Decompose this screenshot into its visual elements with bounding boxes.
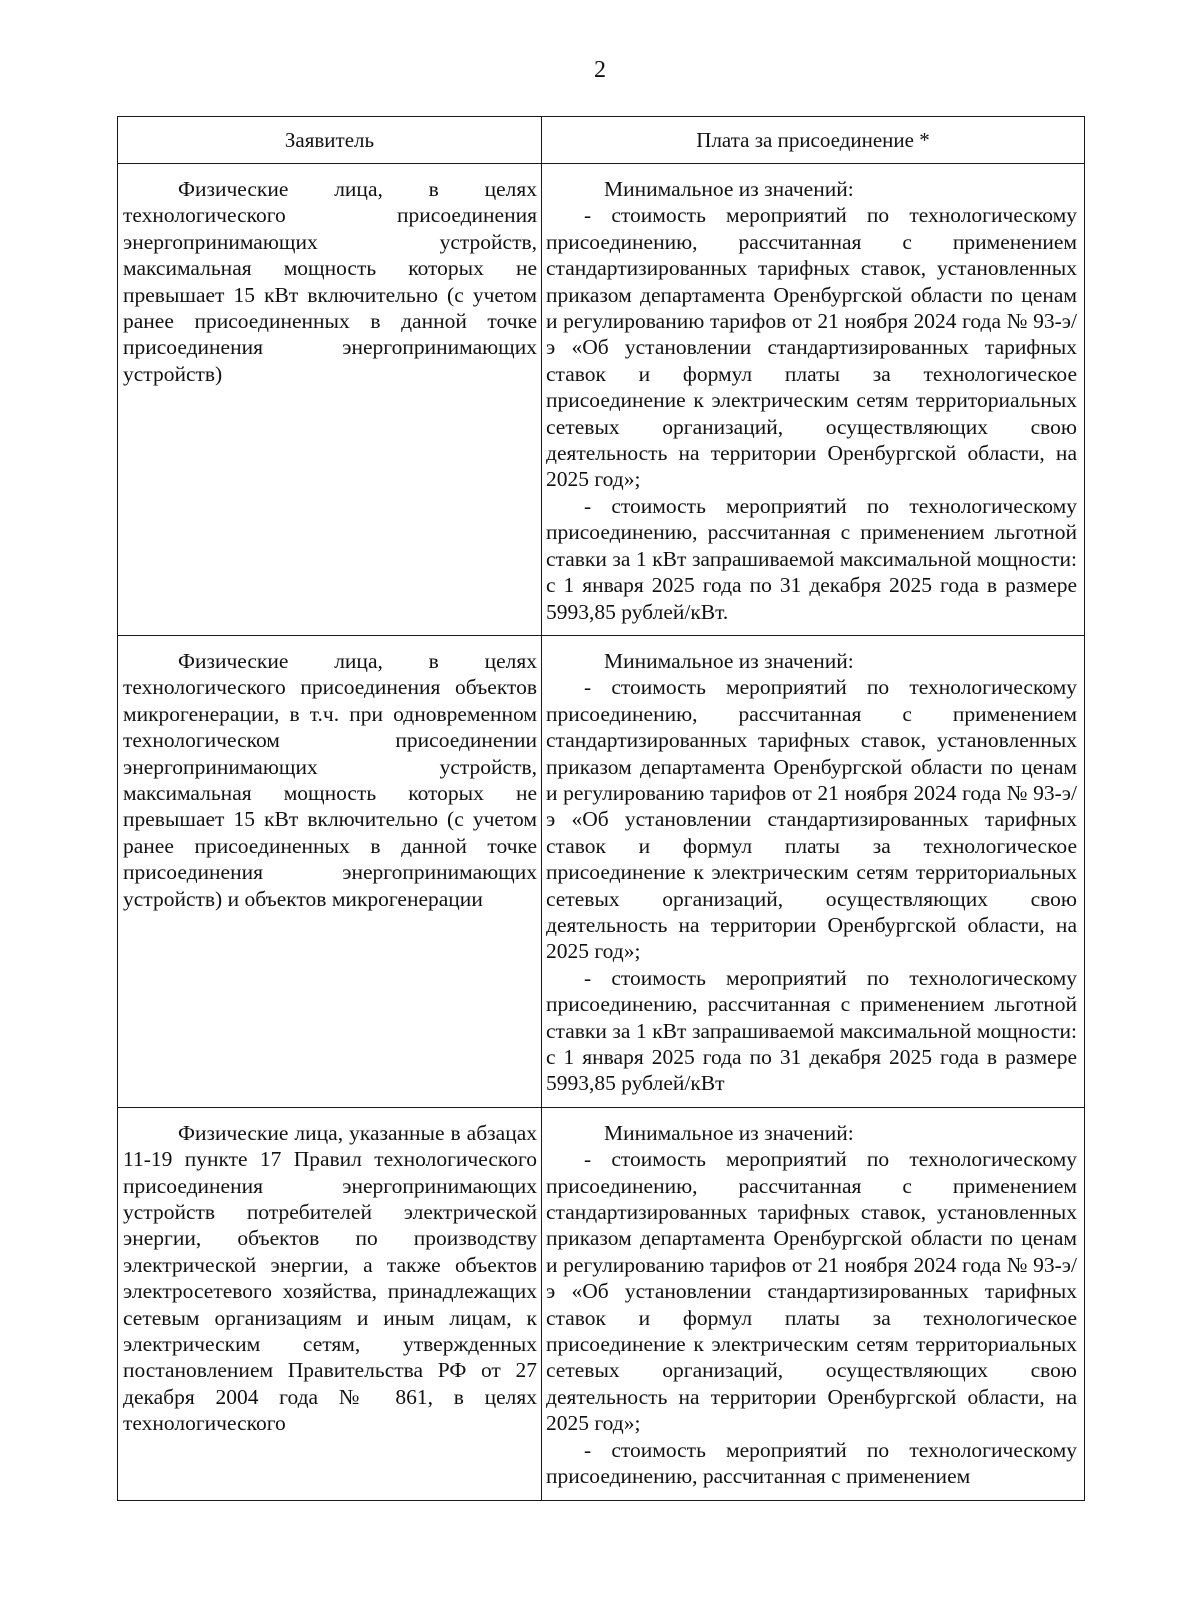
page-number: 2: [594, 57, 606, 83]
table-row: [118, 635, 1085, 1107]
tariff-table: [117, 116, 1085, 1501]
fee-item: - стоимость мероприятий по технологическому присоединению, рассчитанная с применением стандартизированных тарифных ставок, установленных приказом департамента Оренбургской области по ценам и регулированию тарифов от 21 ноября 2024 года № 93-э/э «Об установлении стандартизированных тарифных ставок и формул платы за технологическое присоединение к электрическим сетям территориальных сетевых организаций, осуществляющих свою деятельность на территории Оренбургской области, на 2025 год»;: [546, 1147, 1077, 1436]
fee-item: - стоимость мероприятий по технологическому присоединению, рассчитанная с применением льготной ставки за 1 кВт запрашиваемой максимальной мощности: с 1 января 2025 года по 31 декабря 2025 года в размере 5993,85 рублей/кВт: [546, 965, 1077, 1096]
fee-lead-text: Минимальное из значений:: [604, 177, 854, 201]
fee-cell: [542, 1107, 1085, 1500]
applicant-text: Физические лица, в целях технологического присоединения энергопринимающих устройств, максимальная мощность которых не превышает 15 кВт включительно (с учетом ранее присоединенных в данной точке присоединения энергопринимающих устройств): [123, 177, 537, 386]
table-row: [118, 164, 1085, 636]
applicant-cell: [118, 1107, 542, 1500]
fee-cell: [542, 635, 1085, 1107]
fee-item: - стоимость мероприятий по технологическому присоединению, рассчитанная с применением стандартизированных тарифных ставок, установленных приказом департамента Оренбургской области по ценам и регулированию тарифов от 21 ноября 2024 года № 93-э/э «Об установлении стандартизированных тарифных ставок и формул платы за технологическое присоединение к электрическим сетям территориальных сетевых организаций, осуществляющих свою деятельность на территории Оренбургской области, на 2025 год»;: [546, 675, 1077, 964]
header-fee: Плата за присоединение *: [542, 117, 1085, 164]
fee-item: - стоимость мероприятий по технологическому присоединению, рассчитанная с применением льготной ставки за 1 кВт запрашиваемой максимальной мощности: с 1 января 2025 года по 31 декабря 2025 года в размере 5993,85 рублей/кВт.: [546, 493, 1077, 624]
table-header-row: [118, 117, 1085, 164]
applicant-cell: [118, 635, 542, 1107]
fee-item: - стоимость мероприятий по технологическому присоединению, рассчитанная с применением стандартизированных тарифных ставок, установленных приказом департамента Оренбургской области по ценам и регулированию тарифов от 21 ноября 2024 года № 93-э/э «Об установлении стандартизированных тарифных ставок и формул платы за технологическое присоединение к электрическим сетям территориальных сетевых организаций, осуществляющих свою деятельность на территории Оренбургской области, на 2025 год»;: [546, 203, 1077, 492]
fee-lead-text: Минимальное из значений:: [604, 648, 854, 673]
header-applicant: Заявитель: [118, 117, 542, 164]
fee-lead-text: Минимальное из значений:: [604, 1120, 854, 1145]
applicant-text: Физические лица, в целях технологического присоединения объектов микрогенерации, в т.ч. при одновременном технологическом присоединении энергопринимающих устройств, максимальная мощность которых не превышает 15 кВт включительно (с учетом ранее присоединенных в данной точке присоединения энергопринимающих устройств) и объектов микрогенерации: [123, 648, 537, 911]
table-row: [118, 1107, 1085, 1500]
fee-cell: [542, 164, 1085, 636]
applicant-text: Физические лица, указанные в абзацах 11-19 пункте 17 Правил технологического присоединения энергопринимающих устройств потребителей электрической энергии, объектов по производству электрической энергии, а также объектов электросетевого хозяйства, принадлежащих сетевым организациям и иным лицам, к электрическим сетям, утвержденных постановлением Правительства РФ от 27 декабря 2004 года № 861, в целях технологического: [123, 1120, 537, 1436]
fee-item: - стоимость мероприятий по технологическому присоединению, рассчитанная с применением: [546, 1437, 1077, 1489]
applicant-cell: [118, 164, 542, 636]
